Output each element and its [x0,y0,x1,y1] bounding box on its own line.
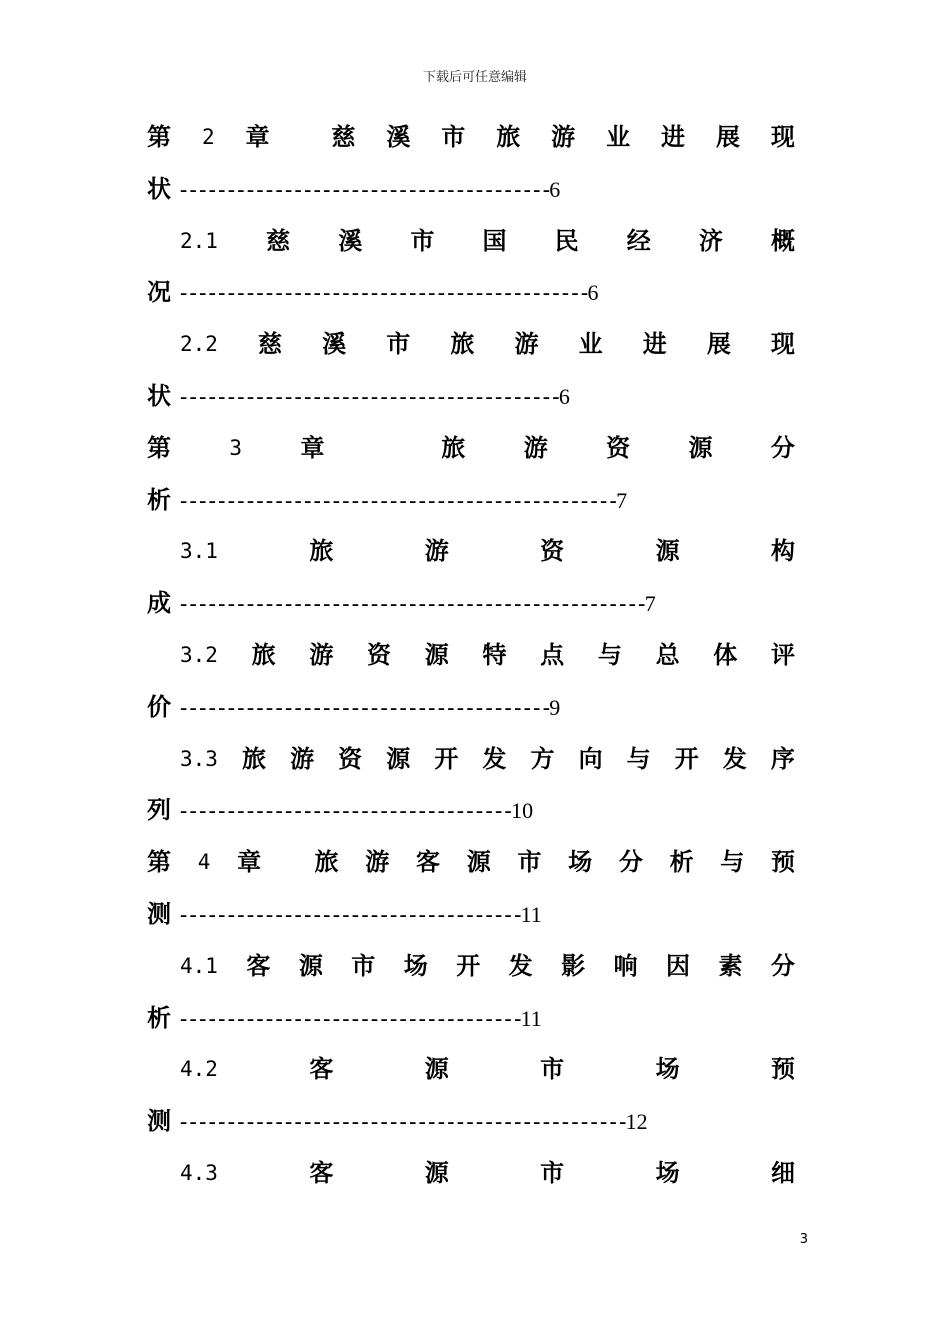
toc-token: 旅 [251,640,276,669]
toc-leader-char: 测 [147,899,171,928]
toc-token: 慈 [258,329,283,359]
toc-token: 游 [365,847,390,877]
toc-dot-leader: ---------------------------------------- [177,385,559,410]
toc-token: 旅 [441,432,466,462]
toc-entry-leader [147,586,795,620]
toc-token: 市 [351,950,376,980]
toc-leader-char: 测 [147,1106,171,1136]
toc-token: 源 [424,1158,449,1187]
toc-token: 与 [720,847,745,877]
toc-token: 民 [554,225,579,255]
toc-entry-title [180,1156,795,1190]
toc-token: 市 [410,225,435,255]
toc-token: 源 [688,432,713,462]
toc-dot-leader: ------------------------------------------------- [177,592,645,618]
toc-page-number: 11 [520,1005,542,1031]
toc-entry-title [180,327,795,361]
toc-entry-title [180,534,795,568]
toc-token: 场 [655,1054,680,1084]
toc-entry-leader [147,275,795,309]
toc-entry-title [180,742,795,776]
toc-entry-leader [147,1001,795,1035]
toc-token: 4.2 [180,1057,218,1082]
toc-token: 溪 [338,225,363,255]
toc-dot-leader: ------------------------------------ [177,903,521,928]
toc-token: 方 [530,743,555,773]
toc-token: 客 [246,950,271,980]
toc-token: 现 [770,122,795,151]
toc-leader-char: 状 [147,381,171,410]
toc-token: 旅 [450,329,475,359]
page-number: 3 [799,1232,808,1247]
toc-entry-title [147,120,795,154]
toc-token: 市 [540,1054,565,1084]
toc-token: 经 [626,225,651,255]
toc-token: 进 [642,329,667,359]
toc-leader-char: 状 [147,173,171,203]
toc-token: 开 [674,743,699,773]
toc-token: 点 [540,640,565,669]
toc-dot-leader: ---------------------------------------------- [177,488,617,514]
toc-dot-leader: ----------------------------------------------- [177,1110,626,1136]
toc-token: 市 [517,847,542,877]
toc-entry-title [180,638,795,672]
toc-token: 细 [770,1158,795,1187]
toc-leader-char: 价 [147,691,171,721]
toc-token: 概 [770,225,795,255]
toc-entry-title [180,224,795,258]
toc-token: 资 [606,432,631,462]
toc-token: 游 [551,122,576,151]
toc-token: 析 [669,847,694,877]
toc-entry-leader [147,172,795,206]
toc-leader-char: 况 [147,277,171,307]
toc-entry-leader [147,690,795,724]
toc-token: 游 [424,536,449,566]
toc-token: 开 [434,743,459,773]
toc-token: 旅 [242,743,267,773]
toc-token: 章 [245,122,270,151]
toc-entry-title [147,845,795,879]
toc-token: 场 [403,950,428,980]
toc-dot-leader: --------------------------------------- [177,177,550,203]
toc-token: 4 [197,850,211,875]
toc-token: 向 [578,743,603,773]
toc-token: 溪 [322,329,347,359]
toc-token: 市 [441,122,466,151]
toc-token: 构 [770,536,795,566]
toc-token: 第 [147,122,171,151]
toc-leader-char: 析 [147,1002,171,1032]
toc-token: 现 [770,329,795,359]
toc-token: 客 [309,1158,334,1187]
toc-token: 客 [415,847,440,877]
toc-token: 预 [770,1054,795,1084]
page-header: 下载后可任意编辑 [422,70,527,85]
toc-token: 源 [655,536,680,566]
toc-leader-char: 析 [147,484,171,514]
toc-page-number: 12 [625,1109,648,1135]
toc-token: 资 [367,640,392,669]
toc-dot-leader: ------------------------------------------- [177,281,588,307]
toc-token: 素 [718,950,743,980]
toc-token: 开 [456,950,481,980]
toc-token: 源 [424,640,449,669]
toc-page-number: 6 [558,384,570,409]
toc-token: 影 [561,950,586,980]
toc-page-number: 7 [644,591,656,617]
toc-token: 3.1 [180,539,218,564]
toc-token: 与 [597,640,622,669]
toc-token: 旅 [314,847,339,877]
toc-page-number: 11 [520,902,542,927]
toc-token: 分 [770,432,795,462]
toc-token: 第 [147,847,171,877]
toc-token: 慈 [266,225,291,255]
toc-token: 体 [713,640,738,669]
toc-token: 响 [613,950,638,980]
toc-token: 序 [770,743,795,773]
toc-page-number: 6 [549,176,561,202]
toc-leader-char: 列 [147,795,171,825]
toc-page-number: 6 [587,280,599,306]
toc-entry-leader [147,1104,795,1138]
toc-entry-leader [147,483,795,517]
toc-token: 游 [514,329,539,359]
toc-entry-title [180,1052,795,1086]
toc-token: 游 [290,743,315,773]
toc-token: 济 [698,225,723,255]
toc-token: 业 [606,122,631,151]
toc-entry-leader [147,379,795,413]
toc-page-number: 10 [511,798,534,824]
toc-page-number: 9 [549,694,561,720]
toc-token: 评 [770,640,795,669]
toc-leader-char: 成 [147,588,171,618]
toc-token: 市 [540,1158,565,1187]
toc-token: 源 [298,950,323,980]
toc-token: 分 [618,847,643,877]
toc-entry-title [147,431,795,465]
toc-token: 市 [386,329,411,359]
toc-token: 展 [706,329,731,359]
toc-token: 3.3 [180,746,218,771]
toc-token: 发 [508,950,533,980]
toc-token: 2.1 [180,228,218,253]
toc-token: 游 [309,640,334,669]
toc-token: 游 [523,432,548,462]
toc-token: 3 [229,435,243,460]
toc-token: 资 [338,743,363,773]
toc-token: 场 [568,847,593,877]
toc-token: 展 [715,122,740,151]
toc-token: 发 [482,743,507,773]
toc-token: 源 [424,1054,449,1084]
toc-token: 预 [771,847,795,877]
toc-entry-leader [147,793,795,827]
toc-token: 源 [466,847,491,877]
toc-dot-leader: ----------------------------------- [177,799,512,825]
toc-token: 总 [655,640,680,669]
toc-token: 客 [309,1054,334,1084]
toc-token: 进 [661,122,686,151]
toc-token: 分 [770,950,795,980]
toc-token: 源 [386,743,411,773]
toc-page-number: 7 [616,487,628,513]
toc-token: 4.1 [180,953,218,978]
toc-dot-leader: ------------------------------------ [177,1006,521,1032]
toc-token: 资 [540,536,565,566]
toc-token: 特 [482,640,507,669]
toc-token: 4.3 [180,1161,218,1185]
toc-token: 国 [482,225,507,255]
toc-token: 与 [626,743,651,773]
toc-dot-leader: --------------------------------------- [177,695,550,721]
toc-token: 旅 [496,122,521,151]
toc-token: 场 [655,1158,680,1187]
toc-token: 因 [666,950,691,980]
toc-entry-leader [147,897,795,931]
toc-token: 2 [201,125,215,149]
toc-token: 2.2 [180,332,218,357]
toc-token: 章 [237,847,262,877]
toc-token: 慈 [331,122,356,151]
toc-token: 发 [722,743,747,773]
toc-token: 3.2 [180,643,218,667]
toc-token: 章 [300,432,325,462]
toc-token: 溪 [386,122,411,151]
toc-token: 业 [578,329,603,359]
toc-token: 旅 [309,536,334,566]
toc-token: 第 [147,432,171,462]
toc-entry-title [180,949,795,983]
